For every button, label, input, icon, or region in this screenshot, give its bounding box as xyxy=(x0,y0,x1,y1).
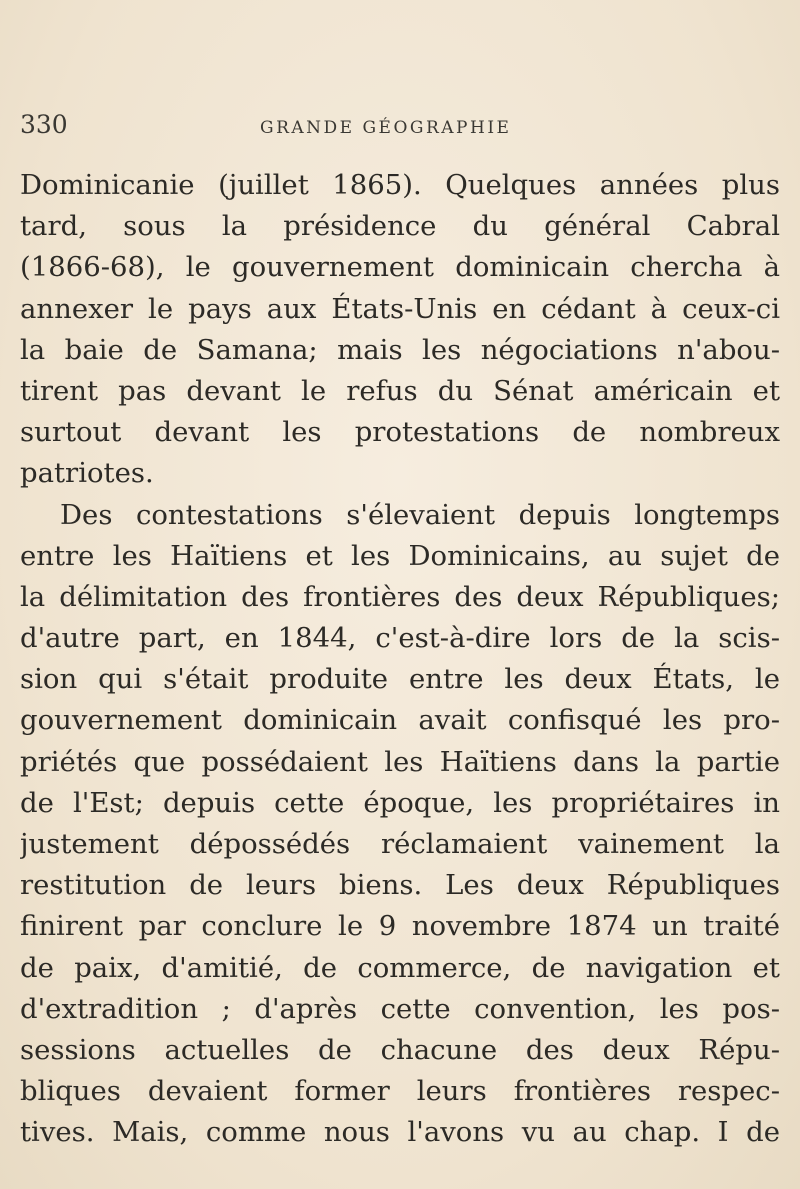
text-line: finirent par conclure le 9 novembre 1874 un traité xyxy=(20,910,780,943)
text-line: annexer le pays aux États-Unis en cédant à ceux-ci xyxy=(20,292,780,325)
text-line: justement dépossédés réclamaient vainement la xyxy=(20,828,780,860)
body-text xyxy=(20,165,780,1154)
text-line: tard, sous la présidence du général Cabral xyxy=(20,210,780,243)
text-line: bliques devaient former leurs frontières respec- xyxy=(20,1075,780,1108)
text-line: priétés que possédaient les Haïtiens dans la partie xyxy=(20,745,780,778)
text-line: de paix, d'amitié, de commerce, de navigation et xyxy=(20,951,780,984)
text-line: Des contestations s'élevaient depuis longtemps xyxy=(60,498,780,531)
text-line: la délimitation des frontières des deux Républiques; xyxy=(20,580,780,613)
text-line: (1866-68), le gouvernement dominicain chercha à xyxy=(20,251,780,284)
text-line: gouvernement dominicain avait confisqué les pro- xyxy=(20,704,780,737)
text-line: Dominicanie (juillet 1865). Quelques années plus xyxy=(20,169,780,201)
running-head: GRANDE GÉOGRAPHIE xyxy=(260,118,512,138)
page-header xyxy=(20,110,780,150)
text-line: la baie de Samana; mais les négociations n'abou- xyxy=(20,333,780,366)
text-line: de l'Est; depuis cette époque, les propriétaires in xyxy=(20,786,780,819)
page-number: 330 xyxy=(20,110,68,139)
text-line: surtout devant les protestations de nombreux xyxy=(20,416,780,449)
text-line: tives. Mais, comme nous l'avons vu au chap. I de xyxy=(20,1116,780,1149)
text-line: d'autre part, en 1844, c'est-à-dire lors de la scis- xyxy=(20,622,780,655)
text-line: sessions actuelles de chacune des deux Répu- xyxy=(20,1033,780,1066)
text-line: entre les Haïtiens et les Dominicains, au sujet de xyxy=(20,539,780,572)
text-line: patriotes. xyxy=(20,457,154,490)
text-line: sion qui s'était produite entre les deux États, le xyxy=(20,663,780,696)
text-line: tirent pas devant le refus du Sénat américain et xyxy=(20,374,780,407)
text-line: restitution de leurs biens. Les deux Républiques xyxy=(20,869,780,902)
text-line: d'extradition ; d'après cette convention, les pos- xyxy=(20,992,780,1025)
